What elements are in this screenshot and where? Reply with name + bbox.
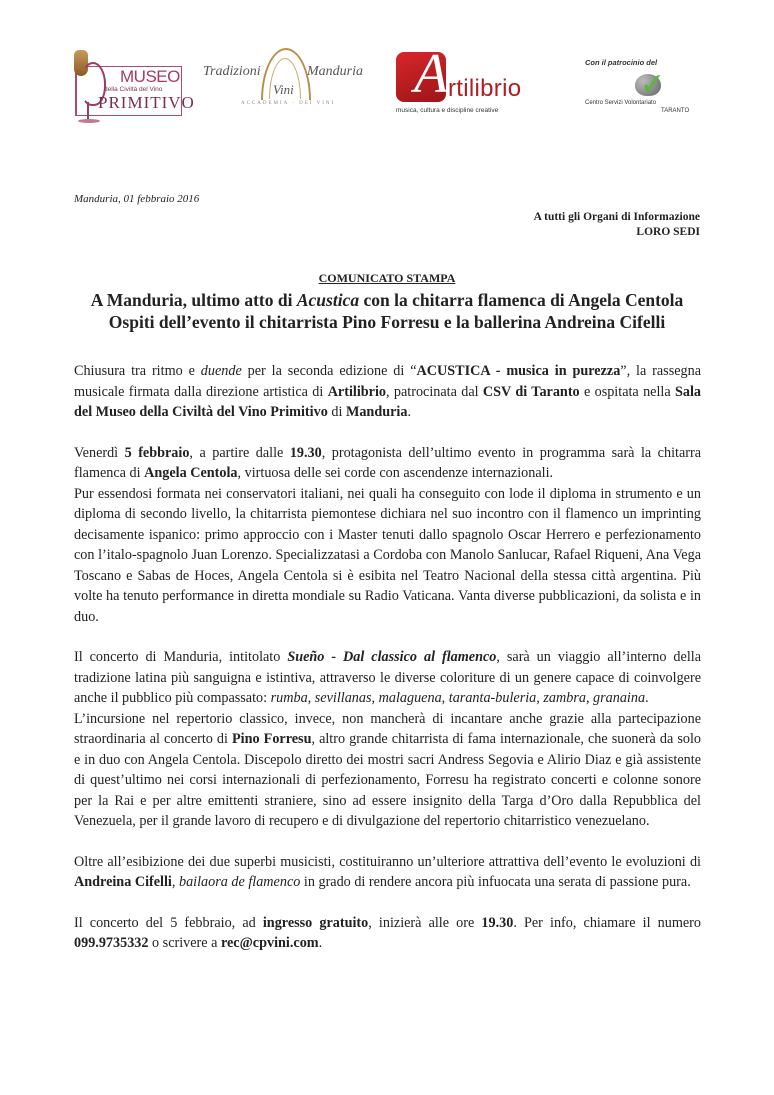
headline-line-1: [0, 289, 774, 311]
press-release-label: COMUNICATO STAMPA: [318, 271, 456, 285]
emphasized-text: ingresso gratuito: [262, 914, 369, 931]
wine-glass-stem: [87, 102, 89, 120]
text-run: ,: [585, 690, 594, 706]
headline-line-2: Ospiti dell’evento il chitarrista Pino Forresu e la ballerina Andreina Cifelli: [108, 312, 666, 332]
paragraph-dancer: [74, 852, 701, 893]
dateline: Manduria, 01 febbraio 2016: [74, 193, 200, 205]
museo-logo-title: MUSEO: [120, 67, 180, 86]
patronage-label: Con il patrocinio del: [585, 58, 658, 67]
text-run: , protagonista dell’ultimo evento in programma sarà la chitarra flamenca di: [74, 444, 701, 481]
text-run: Il concerto di Manduria, intitolato: [74, 649, 288, 665]
text-run: .: [407, 404, 411, 420]
text-run: Il concerto del 5 febbraio, ad: [74, 914, 263, 931]
text-run: ,: [441, 690, 449, 706]
text-run: , virtuosa delle sei corde con ascendenze internazionali.: [237, 465, 554, 481]
logo-header: [0, 0, 774, 140]
emphasized-text: bailaora de flamenco: [178, 874, 301, 890]
text-run: Chiusura tra ritmo e: [74, 363, 201, 379]
text-run: Pur essendosi formata nei conservatori italiani, nei quali ha conseguito con lode il diploma in strumento e un diploma di secondo livello, la chitarrista piemontese dichiara nel suo incontro con il flamenco un imprinting decisamente ispanico: primo approccio con i Master tenuti dallo spagnolo Oscar Herrero e perfezionamento con l’italo-spagnolo Juan Lorenzo. Specializzatasi a Cordoba con Manolo Sanlucar, Rafael Riqueni, Ana Vega Toscano e Sabas de Hoces, Angela Centola si è esibita nel Teatro Nacional della stessa città argentina. Più volte ha tenuto performance in diretta mondiale su Radio Vaticana. Vanta diverse pubblicazioni, da solista e in duo.: [74, 485, 701, 625]
headline-text: con la chitarra flamenca di Angela Centola: [359, 290, 684, 310]
paragraph-concert: [74, 647, 701, 709]
emphasized-text: ACUSTICA - musica in purezza: [416, 363, 621, 379]
emphasized-text: CSV di Taranto: [482, 383, 580, 400]
emphasized-text: granaina: [593, 690, 646, 706]
museo-primitivo-logo: [70, 48, 195, 126]
emphasized-text: duende: [200, 363, 242, 379]
emphasized-text: Pino Forresu: [232, 731, 312, 747]
csv-org-name: Centro Servizi Volontariato: [585, 100, 657, 106]
vini-logo-right-script: Manduria: [307, 64, 363, 79]
text-run: Venerdì: [74, 444, 125, 461]
emphasized-text: Artilibrio: [327, 383, 387, 400]
recipients-line-1: A tutti gli Organi di Informazione: [533, 211, 700, 223]
text-run: e ospitata nella: [579, 383, 675, 400]
article-body: [74, 361, 701, 954]
text-run: , sarà un viaggio all’interno della tradizione latina più sanguigna e istintiva, attraverso le diverse coloriture di un genere capace di coinvolgere anche il pubblico più compassato:: [74, 649, 701, 706]
tradizioni-vini-logo: [203, 48, 368, 116]
text-run: .: [318, 935, 323, 951]
text-run: in grado di rendere ancora più infuocata una serata di passione pura.: [300, 874, 691, 890]
museo-logo-name: PRIMITIVO: [98, 93, 195, 112]
vini-logo-subtitle: ACCADEMIA · DEI VINI: [241, 101, 336, 106]
emphasized-text: 5 febbraio: [124, 444, 190, 461]
artilibrio-initial: A: [414, 43, 449, 105]
text-run: per la seconda edizione di “: [241, 363, 417, 379]
text-run: o scrivere a: [148, 935, 221, 951]
text-run: .: [645, 690, 649, 706]
text-run: ,: [307, 690, 315, 706]
emphasized-text: Sueño - Dal classico al flamenco: [287, 649, 497, 665]
emphasized-text: 19.30: [289, 444, 322, 461]
emphasized-text: sevillanas: [314, 690, 372, 706]
museo-logo-subtitle: della Civiltà del Vino: [104, 86, 163, 93]
paragraph-info: [74, 913, 701, 954]
paragraph-intro: [74, 361, 701, 423]
recipients-line-2: LORO SEDI: [636, 226, 700, 238]
emphasized-text: rec@cpvini.com: [220, 935, 319, 951]
text-run: ,: [536, 690, 544, 706]
emphasized-text: malaguena: [378, 690, 442, 706]
wine-glass-base: [78, 119, 100, 123]
text-run: ”, la rassegna musicale firmata dalla direzione artistica di: [74, 363, 701, 400]
artilibrio-name: rtilibrio: [448, 75, 522, 102]
paragraph-guest: [74, 709, 701, 832]
text-run: ,: [171, 874, 179, 890]
paragraph-event: [74, 443, 701, 484]
text-run: . Per info, chiamare il numero: [513, 914, 701, 931]
artilibrio-logo: [394, 43, 539, 118]
checkmark-icon: ✓: [640, 67, 666, 102]
paragraph-biography: [74, 484, 701, 628]
text-run: , inizierà alle ore: [368, 914, 482, 931]
emphasized-text: taranta-buleria: [448, 690, 537, 706]
emphasized-text: Andreina Cifelli: [74, 874, 172, 890]
headline: [0, 289, 774, 333]
csv-taranto-logo: [585, 58, 700, 118]
emphasized-text: rumba: [270, 690, 308, 706]
artilibrio-tagline: musica, cultura e discipline creative: [396, 107, 499, 114]
text-run: L’incursione nel repertorio classico, invece, non mancherà di incantare anche grazie alla partecipazione straordinaria al concerto di: [74, 710, 701, 747]
vini-logo-middle-script: Vini: [273, 82, 294, 97]
text-run: , altro grande chitarrista di fama internazionale, che suonerà da solo e in duo con Angela Centola. Discepolo diretto dei mostri sacri Andress Segovia e Alirio Diaz e già assistente di quest’ultimo nei corsi internazionali di perfezionamento, Forresu ha registrato concerti e colonne sonore per la Rai e per altre emittenti straniere, sino ad essere insignito della Targa d’Oro dalla Repubblica del Venezuela, per il grande lavoro di recupero e di divulgazione del repertorio chitarristico venezuelano.: [74, 731, 701, 829]
emphasized-text: zambra: [543, 690, 586, 706]
csv-city: TARANTO: [661, 108, 690, 114]
emphasized-text: 19.30: [481, 914, 514, 931]
emphasized-text: Manduria: [345, 404, 408, 420]
vini-logo-left-script: Tradizioni: [203, 64, 261, 79]
text-run: ,: [371, 690, 379, 706]
headline-italic-text: Acustica: [296, 290, 360, 310]
recipients-block: [534, 210, 700, 240]
emphasized-text: Angela Centola: [144, 465, 238, 481]
text-run: Oltre all’esibizione dei due superbi musicisti, costituiranno un’ulteriore attrattiva dell’evento le evoluzioni di: [74, 853, 701, 870]
emphasized-text: 099.9735332: [74, 935, 149, 951]
headline-text: A Manduria, ultimo atto di: [90, 290, 297, 310]
emphasized-text: Sala del Museo della Civiltà del Vino Primitivo: [74, 383, 701, 420]
text-run: , patrocinata dal: [386, 383, 483, 400]
text-run: , a partire dalle: [189, 444, 290, 461]
text-run: di: [327, 404, 346, 420]
